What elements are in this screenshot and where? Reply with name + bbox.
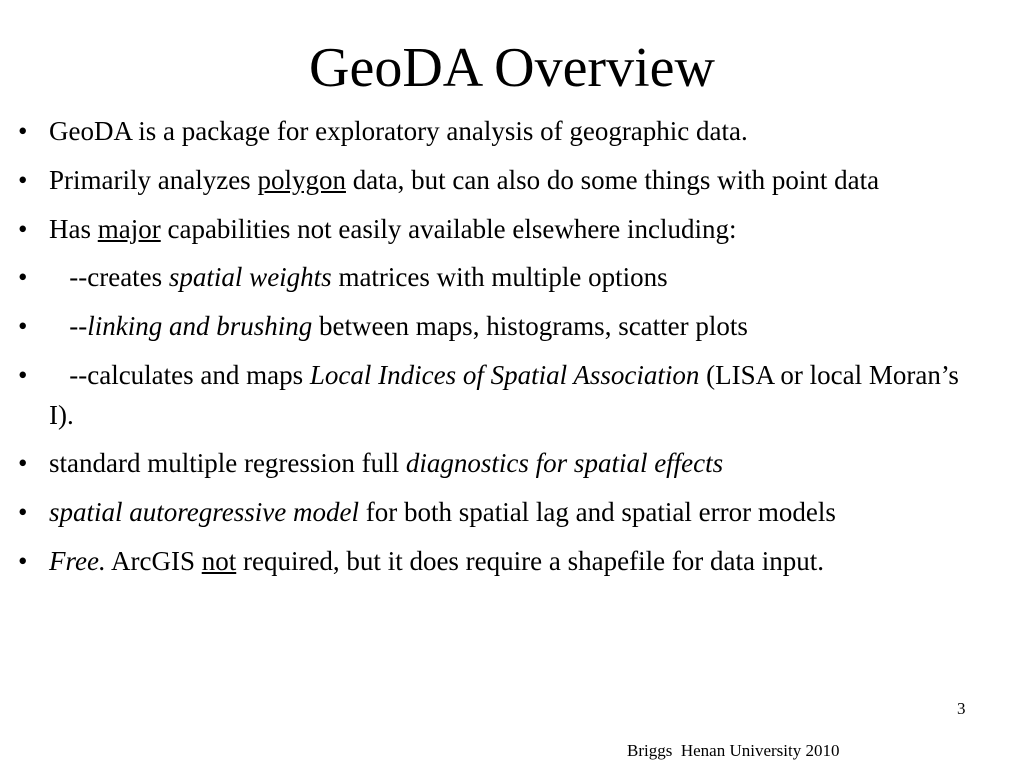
underlined-term: not	[201, 545, 237, 576]
bullet-dot: •	[18, 359, 28, 390]
italic-term: linking and brushing	[87, 311, 313, 342]
footer-text: Briggs Henan University 2010	[627, 741, 840, 760]
bullet-dot: •	[18, 213, 28, 244]
bullet-text: between maps, histograms, scatter plots	[312, 311, 748, 342]
bullet-item	[18, 542, 988, 582]
bullet-dot: •	[18, 164, 28, 195]
slide-title: GeoDA Overview	[309, 37, 715, 99]
bullet-item	[18, 307, 988, 347]
bullet-item	[18, 356, 988, 435]
bullet-text: data, but can also do some things with point data	[345, 164, 880, 195]
bullet-dot: •	[18, 311, 28, 342]
bullet-text: Has	[49, 213, 98, 244]
bullet-list	[18, 112, 988, 591]
bullet-text: Primarily analyzes	[49, 164, 258, 195]
bullet-text: matrices with multiple options	[331, 262, 668, 293]
italic-term: Free.	[49, 545, 106, 576]
bullet-item	[18, 210, 988, 250]
bullet-text: --calculates and maps	[49, 359, 310, 390]
bullet-text: --	[49, 311, 88, 342]
italic-term: spatial autoregressive model	[49, 497, 359, 528]
bullet-text: ArcGIS	[105, 545, 202, 576]
bullet-item	[18, 258, 988, 298]
underlined-term: major	[97, 213, 161, 244]
bullet-text: (LISA or local Moran’s I).	[49, 359, 959, 430]
bullet-text: GeoDA is a package for exploratory analysis of geographic data.	[49, 116, 748, 146]
bullet-text: for both spatial lag and spatial error models	[358, 497, 836, 528]
bullet-item	[18, 493, 988, 533]
bullet-text: --creates	[49, 262, 169, 293]
bullet-dot: •	[18, 116, 28, 146]
bullet-text: capabilities not easily available elsewhere including:	[160, 213, 737, 244]
bullet-text: standard multiple regression full	[49, 448, 406, 479]
bullet-dot: •	[18, 545, 28, 576]
bullet-item	[18, 161, 988, 201]
italic-term: Local Indices of Spatial Association	[309, 359, 700, 390]
bullet-text: required, but it does require a shapefile for data input.	[236, 545, 825, 576]
italic-term: spatial weights	[168, 262, 332, 293]
bullet-dot: •	[18, 448, 28, 479]
underlined-term: polygon	[257, 164, 346, 195]
bullet-item	[18, 112, 988, 152]
bullet-item	[18, 444, 988, 484]
italic-term: diagnostics for spatial effects	[405, 448, 724, 479]
page-number: 3	[957, 699, 966, 718]
bullet-dot: •	[18, 262, 28, 293]
bullet-dot: •	[18, 497, 28, 528]
